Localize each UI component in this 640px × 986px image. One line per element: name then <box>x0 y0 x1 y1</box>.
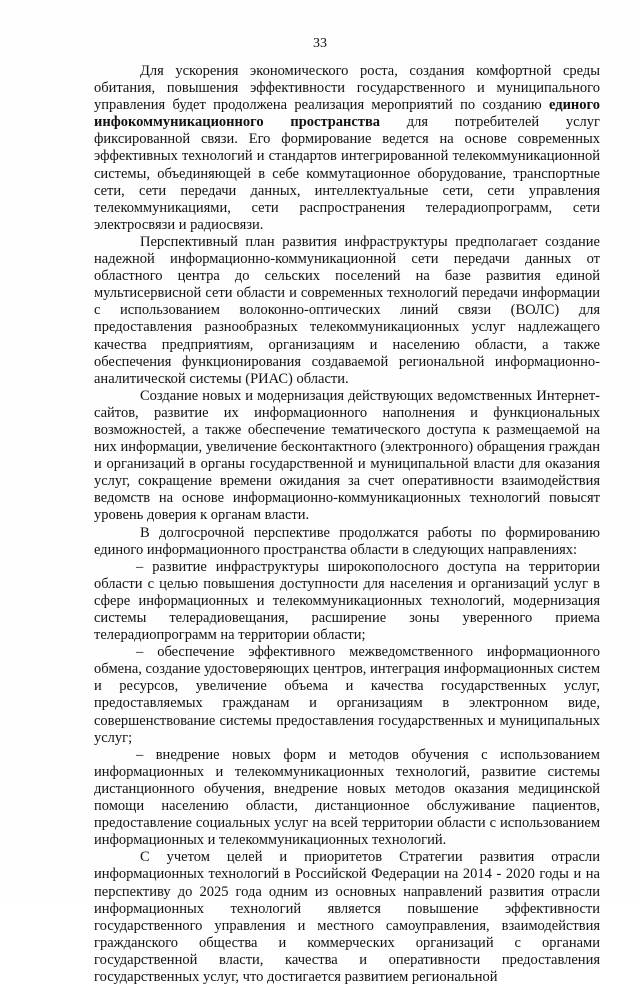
paragraph-1 <box>94 63 600 234</box>
paragraph-2: Перспективный план развития инфраструктуры предполагает создание надежной информационно-коммуникационной сети передачи данных от областного центра до сельских поселений на базе развития единой мультисервисной сети области и современных технологий передачи информации с использованием волоконно-оптических линий связи (ВОЛС) для предоставления разнообразных телекоммуникационных услуг надлежащего качества предприятиям, организациям и населению области, а также обеспечения функционирования создаваемой региональной информационно-аналитической системы (РИАС) области. <box>94 233 600 387</box>
paragraph-1-text-end: для потребителей услуг фиксированной связи. Его формирование ведется на основе современных эффективных технологий и стандартов интегрированной телекоммуникационной системы, объединяющей в себе коммутационное оборудование, транспортные сети, сети передачи данных, интеллектуальные сети, сети управления телекоммуникациями, сети распространения телерадиопрограмм, сети электросвязи и радиосвязи. <box>94 114 600 233</box>
paragraph-5: С учетом целей и приоритетов Стратегии развития отрасли информационных технологий в Российской Федерации на 2014 - 2020 годы и на перспективу до 2025 года одним из основных направлений развития отрасли информационных технологий является повышение эффективности государственного управления и местного самоуправления, взаимодействия гражданского общества и коммерческих организаций с органами государственной власти, качества и оперативности предоставления государственных услуг, что достигается развитием региональной <box>94 849 600 985</box>
paragraph-3: Создание новых и модернизация действующих ведомственных Интернет-сайтов, развитие их информационного наполнения и функциональных возможностей, а также обеспечение тематического доступа к размещаемой на них информации, увеличение бесконтактного (электронного) обращения граждан и организаций в органы государственной и муниципальной власти для оказания услуг, сокращение времени ожидания за счет оперативности взаимодействия ведомств на основе информационно-коммуникационных технологий повысят уровень доверия к органам власти. <box>94 387 600 524</box>
list-item-1: – развитие инфраструктуры широкополосного доступа на территории области с целью повышения доступности для населения и организаций услуг в сфере информационных и телекоммуникационных технологий, модернизация системы телерадиовещания, расширение зоны уверенного приема телерадиопрограмм на территории области; <box>94 558 600 644</box>
document-body <box>94 63 600 986</box>
paragraph-4: В долгосрочной перспективе продолжатся работы по формированию единого информационного пространства области в следующих направлениях: <box>94 524 600 558</box>
list-item-3: – внедрение новых форм и методов обучения с использованием информационных и телекоммуникационных технологий, развитие системы дистанционного обучения, внедрение новых методов оказания медицинской помощи населению области, дистанционное обслуживание пациентов, предоставление социальных услуг на всей территории области с использованием информационных и телекоммуникационных технологий. <box>94 746 600 849</box>
list-item-2: – обеспечение эффективного межведомственного информационного обмена, создание удостоверяющих центров, интеграция информационных систем и ресурсов, увеличение объема и качества государственных услуг, предоставляемых гражданам и организациям в электронном виде, совершенствование системы предоставления государственных и муниципальных услуг; <box>94 644 600 746</box>
paragraph-1-text-start: Для ускорения экономического роста, создания комфортной среды обитания, повышения эффективности государственного и муниципального управления будет продолжена реализация мероприятий по созданию <box>94 63 600 114</box>
page-number: 33 <box>313 36 327 51</box>
paragraph-1-bold-term: единого инфокоммуникационного пространства <box>94 97 600 131</box>
